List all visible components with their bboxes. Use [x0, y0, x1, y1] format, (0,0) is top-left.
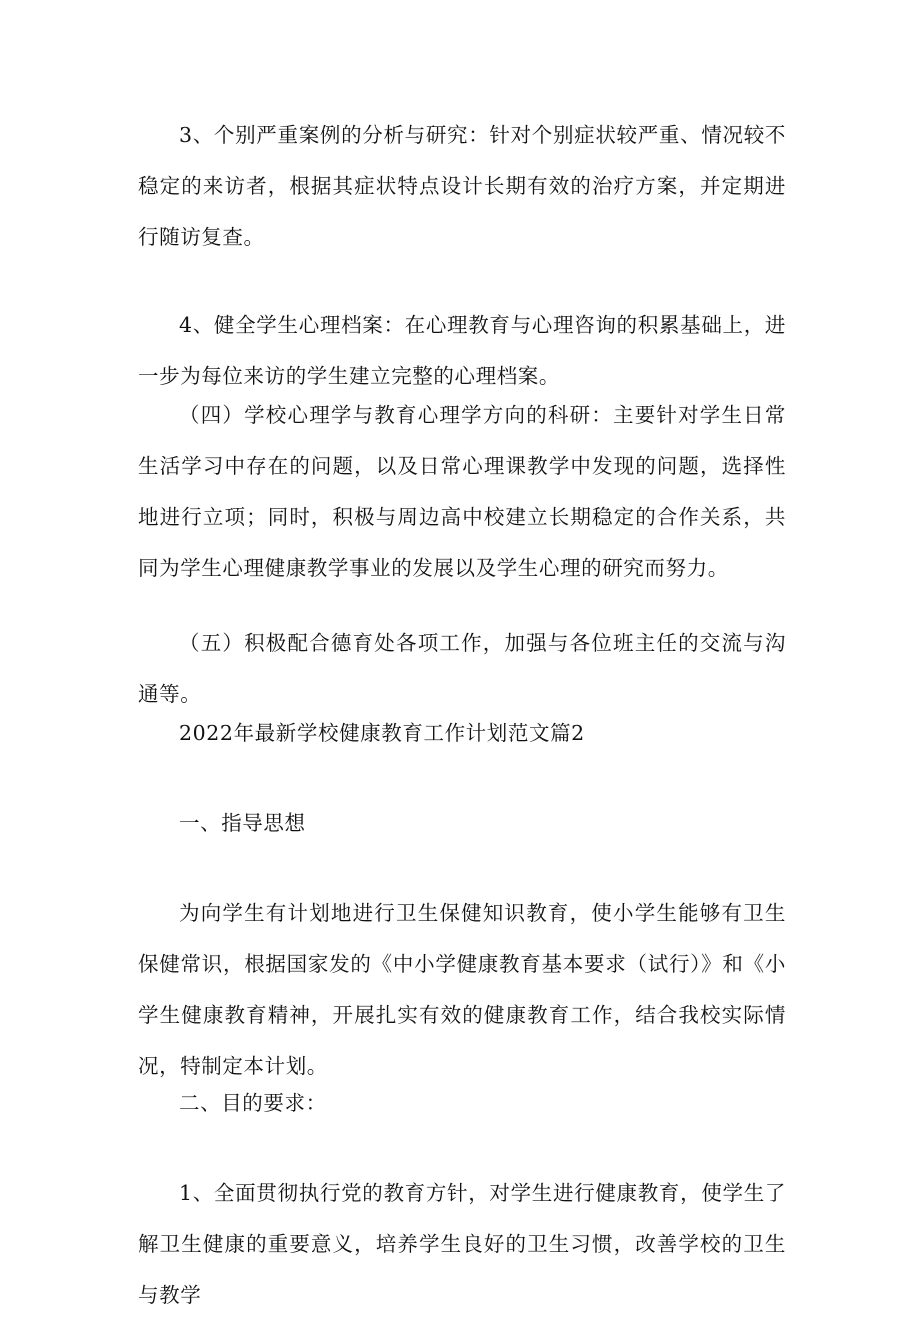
- paragraph-psych-archive: 4、健全学生心理档案：在心理教育与心理咨询的积累基础上，进一步为每位来访的学生建立完整的心理档案。: [138, 313, 786, 388]
- heading-guiding-ideology: 一、指导思想: [179, 811, 306, 835]
- paragraph-case-analysis: 3、个别严重案例的分析与研究：针对个别症状较严重、情况较不稳定的来访者，根据其症状特点设计长期有效的治疗方案，并定期进行随访复查。: [138, 123, 786, 249]
- paragraph-guiding-ideology: 为向学生有计划地进行卫生保健知识教育，使小学生能够有卫生保健常识，根据国家发的《中小学健康教育基本要求（试行）》和《小学生健康教育精神，开展扎实有效的健康教育工作，结合我校实际情况，特制定本计划。: [138, 901, 786, 1078]
- paragraph-objective-1: 1、全面贯彻执行党的教育方针，对学生进行健康教育，使学生了解卫生健康的重要意义，培养学生良好的卫生习惯，改善学校的卫生与教学: [138, 1181, 786, 1307]
- heading-objectives: 二、目的要求：: [179, 1091, 327, 1115]
- section-title: 2022年最新学校健康教育工作计划范文篇2: [179, 721, 585, 745]
- paragraph-cooperation: （五）积极配合德育处各项工作，加强与各位班主任的交流与沟通等。: [138, 631, 786, 706]
- paragraph-research: （四）学校心理学与教育心理学方向的科研：主要针对学生日常生活学习中存在的问题，以及日常心理课教学中发现的问题，选择性地进行立项；同时，积极与周边高中校建立长期稳定的合作关系，共同为学生心理健康教学事业的发展以及学生心理的研究而努力。: [138, 403, 786, 580]
